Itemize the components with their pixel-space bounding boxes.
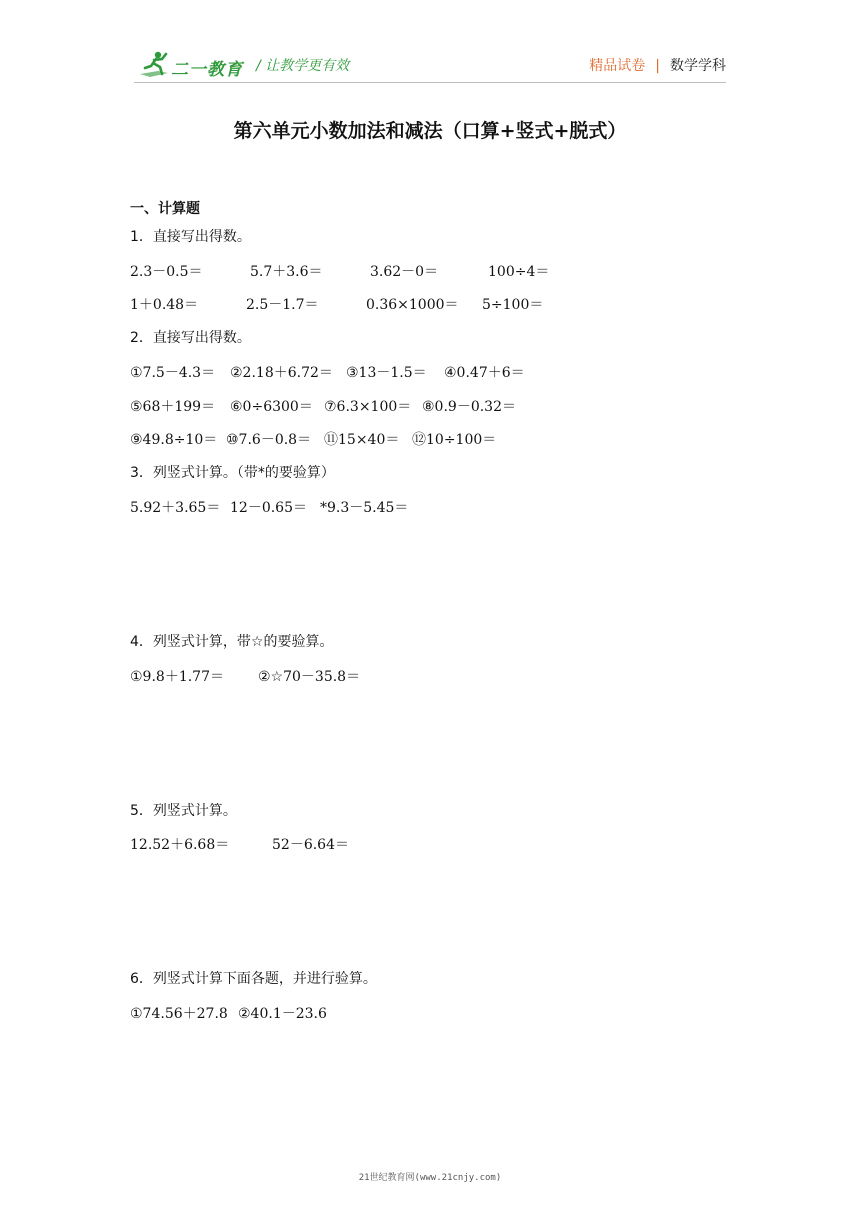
expression: ⑧0.9－0.32＝ <box>422 399 516 415</box>
question-5-heading: 5．列竖式计算。 <box>130 803 237 819</box>
header-separator: | <box>655 58 660 74</box>
page-footer: 21世纪教育网(www.21cnjy.com) <box>358 1173 502 1183</box>
expression: ③13－1.5＝ <box>346 365 427 381</box>
expression: 12.52＋6.68＝ <box>130 837 230 853</box>
expression: ①74.56＋27.8 <box>130 1006 228 1022</box>
expression: ②40.1－23.6 <box>238 1006 327 1022</box>
expression: ②☆70－35.8＝ <box>258 669 361 685</box>
question-6-heading: 6．列竖式计算下面各题，并进行验算。 <box>130 971 377 987</box>
expression: ⑪15×40＝ <box>324 432 400 448</box>
expression: 52－6.64＝ <box>272 837 349 853</box>
expression: ①9.8＋1.77＝ <box>130 669 224 685</box>
expression: *9.3－5.45＝ <box>320 500 409 516</box>
expression: 0.36×1000＝ <box>366 297 459 313</box>
header-subject: 数学学科 <box>670 58 726 74</box>
expression: ⑩7.6－0.8＝ <box>226 432 312 448</box>
expression: 100÷4＝ <box>488 264 550 280</box>
expression: ⑦6.3×100＝ <box>324 399 412 415</box>
expression: 3.62－0＝ <box>370 264 439 280</box>
question-3-heading: 3．列竖式计算。（带*的要验算） <box>130 465 335 481</box>
expression: 5.7＋3.6＝ <box>250 264 323 280</box>
expression: ⑤68＋199＝ <box>130 399 216 415</box>
header-tag: 精品试卷 <box>589 58 646 74</box>
expression: 12－0.65＝ <box>230 500 307 516</box>
expression: ⑥0÷6300＝ <box>230 399 313 415</box>
expression: ⑫10÷100＝ <box>412 432 497 448</box>
expression: ②2.18＋6.72＝ <box>230 365 333 381</box>
expression: ④0.47＋6＝ <box>444 365 525 381</box>
question-2-heading: 2．直接写出得数。 <box>130 330 251 346</box>
question-4-heading: 4．列竖式计算，带☆的要验算。 <box>130 634 334 650</box>
expression: ⑨49.8÷10＝ <box>130 432 218 448</box>
expression: 1＋0.48＝ <box>130 297 199 313</box>
question-1-heading: 1．直接写出得数。 <box>130 229 251 245</box>
expression: 5÷100＝ <box>482 297 544 313</box>
page-title: 第六单元小数加法和减法（口算+竖式+脱式） <box>233 120 627 142</box>
logo-text: 二一教育 <box>171 60 243 80</box>
page-header <box>0 0 860 90</box>
expression: 5.92＋3.65＝ <box>130 500 221 516</box>
expression: 2.5－1.7＝ <box>246 297 319 313</box>
header-right <box>589 55 726 75</box>
header-divider <box>134 82 726 83</box>
section-heading: 一、计算题 <box>130 201 200 217</box>
slogan: / 让教学更有效 <box>256 58 350 74</box>
expression: 2.3－0.5＝ <box>130 264 203 280</box>
expression: ①7.5－4.3＝ <box>130 365 216 381</box>
